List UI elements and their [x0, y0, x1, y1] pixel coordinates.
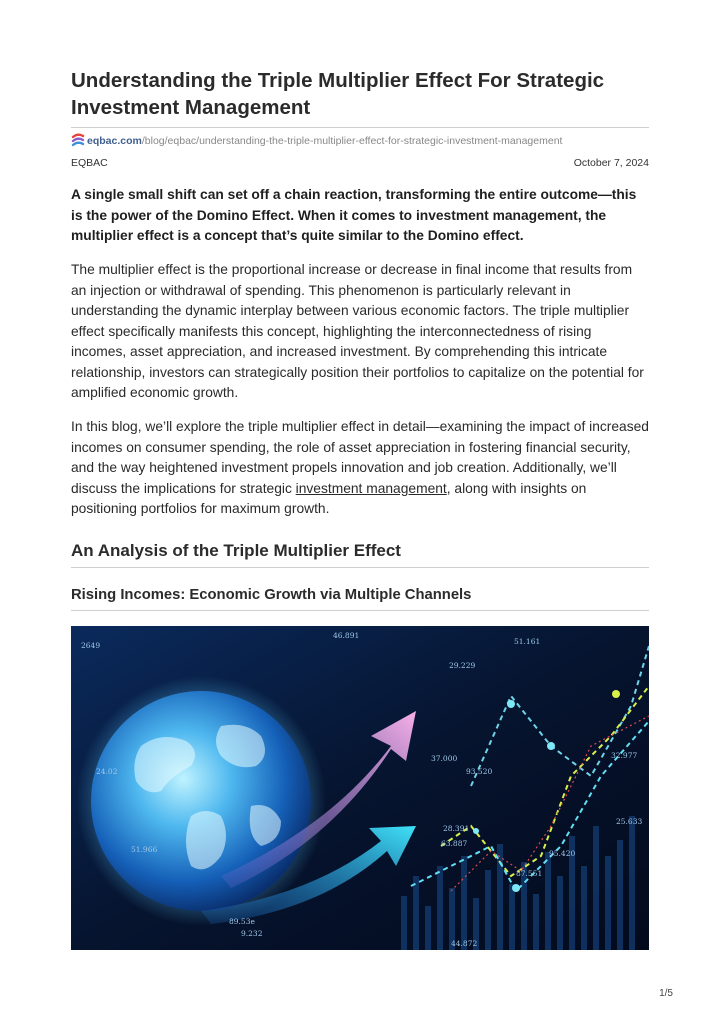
hero-number: 2649 [81, 641, 101, 650]
body-paragraph-2 [71, 417, 649, 520]
para2-text-end: , along with insights on positioning portfolios for maximum growth. [71, 480, 587, 516]
eqbac-logo-icon [71, 133, 85, 147]
hero-number: 46.891 [333, 631, 360, 640]
hero-image [71, 626, 649, 950]
subsection-divider [71, 610, 649, 611]
hero-number: 9.232 [241, 929, 263, 938]
section-heading: An Analysis of the Triple Multiplier Effect [71, 541, 401, 560]
hero-number: 28.391 [443, 824, 470, 833]
data-point [547, 742, 555, 750]
data-point [507, 700, 515, 708]
hero-number: 63.887 [441, 839, 468, 848]
investment-management-link[interactable]: investment management [295, 480, 447, 496]
hero-number: 95.420 [549, 849, 576, 858]
hero-number: 37.000 [431, 754, 458, 763]
hero-number: 44.872 [451, 939, 478, 948]
hero-number: 24.02 [96, 767, 118, 776]
article-meta [71, 157, 649, 169]
hero-number: 51.966 [131, 845, 158, 854]
author: EQBAC [71, 157, 108, 169]
para2-text-start: In this blog, we’ll explore the triple multiplier effect in detail—examining the impact of increased incomes on consumer spending, the role of asset appreciation in fostering financial security, and the way heightened investment propels innovation and job creation. Additionally, we’ll discuss the implications for strategic [71, 419, 649, 496]
source-url[interactable] [71, 133, 562, 147]
article-title: Understanding the Triple Multiplier Effect For Strategic Investment Management [71, 69, 605, 119]
data-point [612, 690, 620, 698]
hero-number: 51.161 [514, 637, 541, 646]
source-path[interactable]: /blog/eqbac/understanding-the-triple-multiplier-effect-for-strategic-investment-management [141, 135, 563, 147]
hero-number: 89.53e [229, 917, 255, 926]
data-point [512, 884, 520, 892]
body-paragraph-1: The multiplier effect is the proportional increase or decrease in final income that results from an injection or withdrawal of spending. This phenomenon is particularly relevant in understanding the dynamic interplay between various economic factors. The triple multiplier effect specifically manifests this concept, highlighting the interconnectedness of rising incomes, asset appreciation, and increased investment. By comprehending this intricate relationship, investors can strategically position their portfolios to capitalize on the potential for amplified economic growth. [71, 262, 644, 400]
publish-date: October 7, 2024 [573, 157, 649, 169]
lead-paragraph: A single small shift can set off a chain reaction, transforming the entire outcome—this is the power of the Domino Effect. When it comes to investment management, the multiplier effect is a concept that’s quite similar to the Domino effect. [71, 187, 637, 243]
hero-number: 32.977 [611, 751, 638, 760]
globe-growth-illustration [71, 626, 649, 950]
hero-number: 93.520 [466, 767, 493, 776]
hero-number: 25.633 [616, 817, 643, 826]
source-domain[interactable]: eqbac.com [87, 135, 142, 147]
hero-number: 87.551 [516, 869, 543, 878]
globe [91, 691, 311, 911]
page-number: 1/5 [659, 988, 673, 999]
title-divider [71, 127, 649, 128]
subsection-heading: Rising Incomes: Economic Growth via Multiple Channels [71, 587, 472, 603]
hero-number: 29.229 [449, 661, 476, 670]
data-point [473, 828, 479, 834]
section-divider [71, 567, 649, 568]
